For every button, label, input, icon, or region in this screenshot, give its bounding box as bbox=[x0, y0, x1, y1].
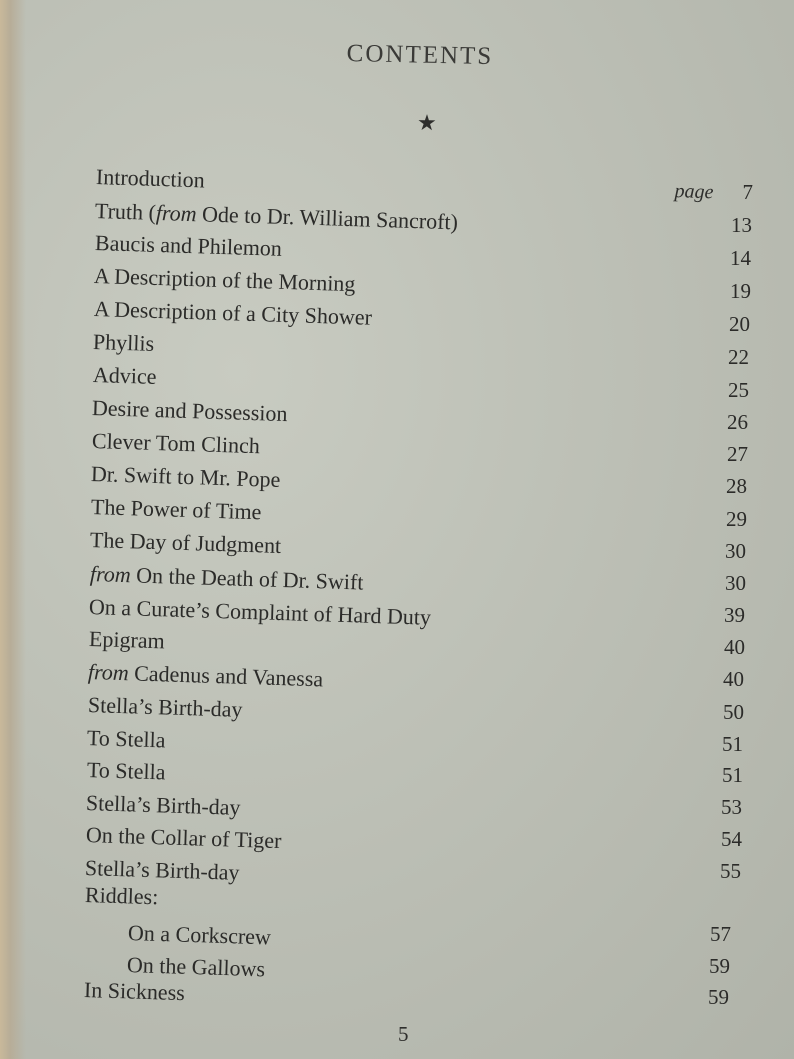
entry-page: 59 bbox=[709, 954, 730, 978]
entry-page: 28 bbox=[726, 474, 747, 498]
entry-title: Riddles: bbox=[84, 882, 159, 910]
star-ornament-icon: ★ bbox=[416, 109, 437, 136]
entry-title: Stella’s Birth-day bbox=[84, 855, 240, 885]
entry-title: from Cadenus and Vanessa bbox=[87, 659, 324, 692]
entry-page: 30 bbox=[725, 571, 746, 595]
entry-page: 57 bbox=[710, 922, 731, 946]
entry-title: On a Corkscrew bbox=[127, 920, 272, 950]
entry-page: 27 bbox=[727, 442, 748, 466]
entry-title: On the Collar of Tiger bbox=[85, 822, 282, 854]
entry-title: In Sickness bbox=[83, 977, 186, 1006]
entry-title: from On the Death of Dr. Swift bbox=[89, 561, 364, 595]
entry-title: To Stella bbox=[86, 725, 166, 753]
entry-title: Clever Tom Clinch bbox=[91, 428, 261, 459]
spine-shadow bbox=[0, 0, 26, 1059]
entry-page: 30 bbox=[725, 539, 746, 563]
page-number: 5 bbox=[398, 1022, 409, 1046]
entry-title: Truth (from Ode to Dr. William Sancroft) bbox=[94, 198, 459, 235]
entry-title: Stella’s Birth-day bbox=[85, 790, 241, 820]
entry-page: 40 bbox=[723, 667, 744, 691]
entry-page: 20 bbox=[729, 312, 750, 336]
entry-title: The Day of Judgment bbox=[89, 527, 282, 559]
entry-title: To Stella bbox=[86, 757, 166, 785]
entry-title: A Description of a City Shower bbox=[93, 296, 373, 330]
entry-title: Epigram bbox=[88, 626, 166, 654]
entry-page: 13 bbox=[731, 213, 752, 237]
entry-page: 59 bbox=[708, 985, 729, 1009]
entry-page: 26 bbox=[727, 410, 748, 434]
page-column-label: page bbox=[674, 180, 714, 204]
contents-heading: CONTENTS bbox=[346, 40, 494, 71]
entry-page: 40 bbox=[724, 635, 745, 659]
entry-page: 39 bbox=[724, 603, 745, 627]
entry-title: Phyllis bbox=[92, 329, 155, 356]
entry-title: Desire and Possession bbox=[91, 395, 288, 427]
entry-page: 22 bbox=[728, 345, 749, 369]
entry-title: The Power of Time bbox=[90, 494, 262, 525]
entry-title: Advice bbox=[92, 362, 157, 389]
entry-page: 19 bbox=[730, 279, 751, 303]
entry-page: 51 bbox=[722, 763, 743, 787]
entry-page: 25 bbox=[728, 378, 749, 402]
entry-page: 55 bbox=[720, 859, 741, 883]
entry-page: 29 bbox=[726, 507, 747, 531]
entry-page: 14 bbox=[730, 246, 751, 270]
entry-title: On the Gallows bbox=[126, 952, 266, 982]
entry-title: On a Curate’s Complaint of Hard Duty bbox=[88, 594, 432, 630]
entry-page: 50 bbox=[723, 700, 744, 724]
entry-title: Stella’s Birth-day bbox=[87, 692, 243, 722]
entry-title: Introduction bbox=[95, 164, 206, 193]
entry-title: Dr. Swift to Mr. Pope bbox=[90, 461, 281, 492]
entry-title: Baucis and Philemon bbox=[94, 230, 283, 261]
entry-page: 53 bbox=[721, 795, 742, 819]
entry-title: A Description of the Morning bbox=[93, 263, 356, 297]
entry-page: 51 bbox=[722, 732, 743, 756]
entry-page: 7 bbox=[742, 180, 753, 204]
entry-page: 54 bbox=[721, 827, 742, 851]
